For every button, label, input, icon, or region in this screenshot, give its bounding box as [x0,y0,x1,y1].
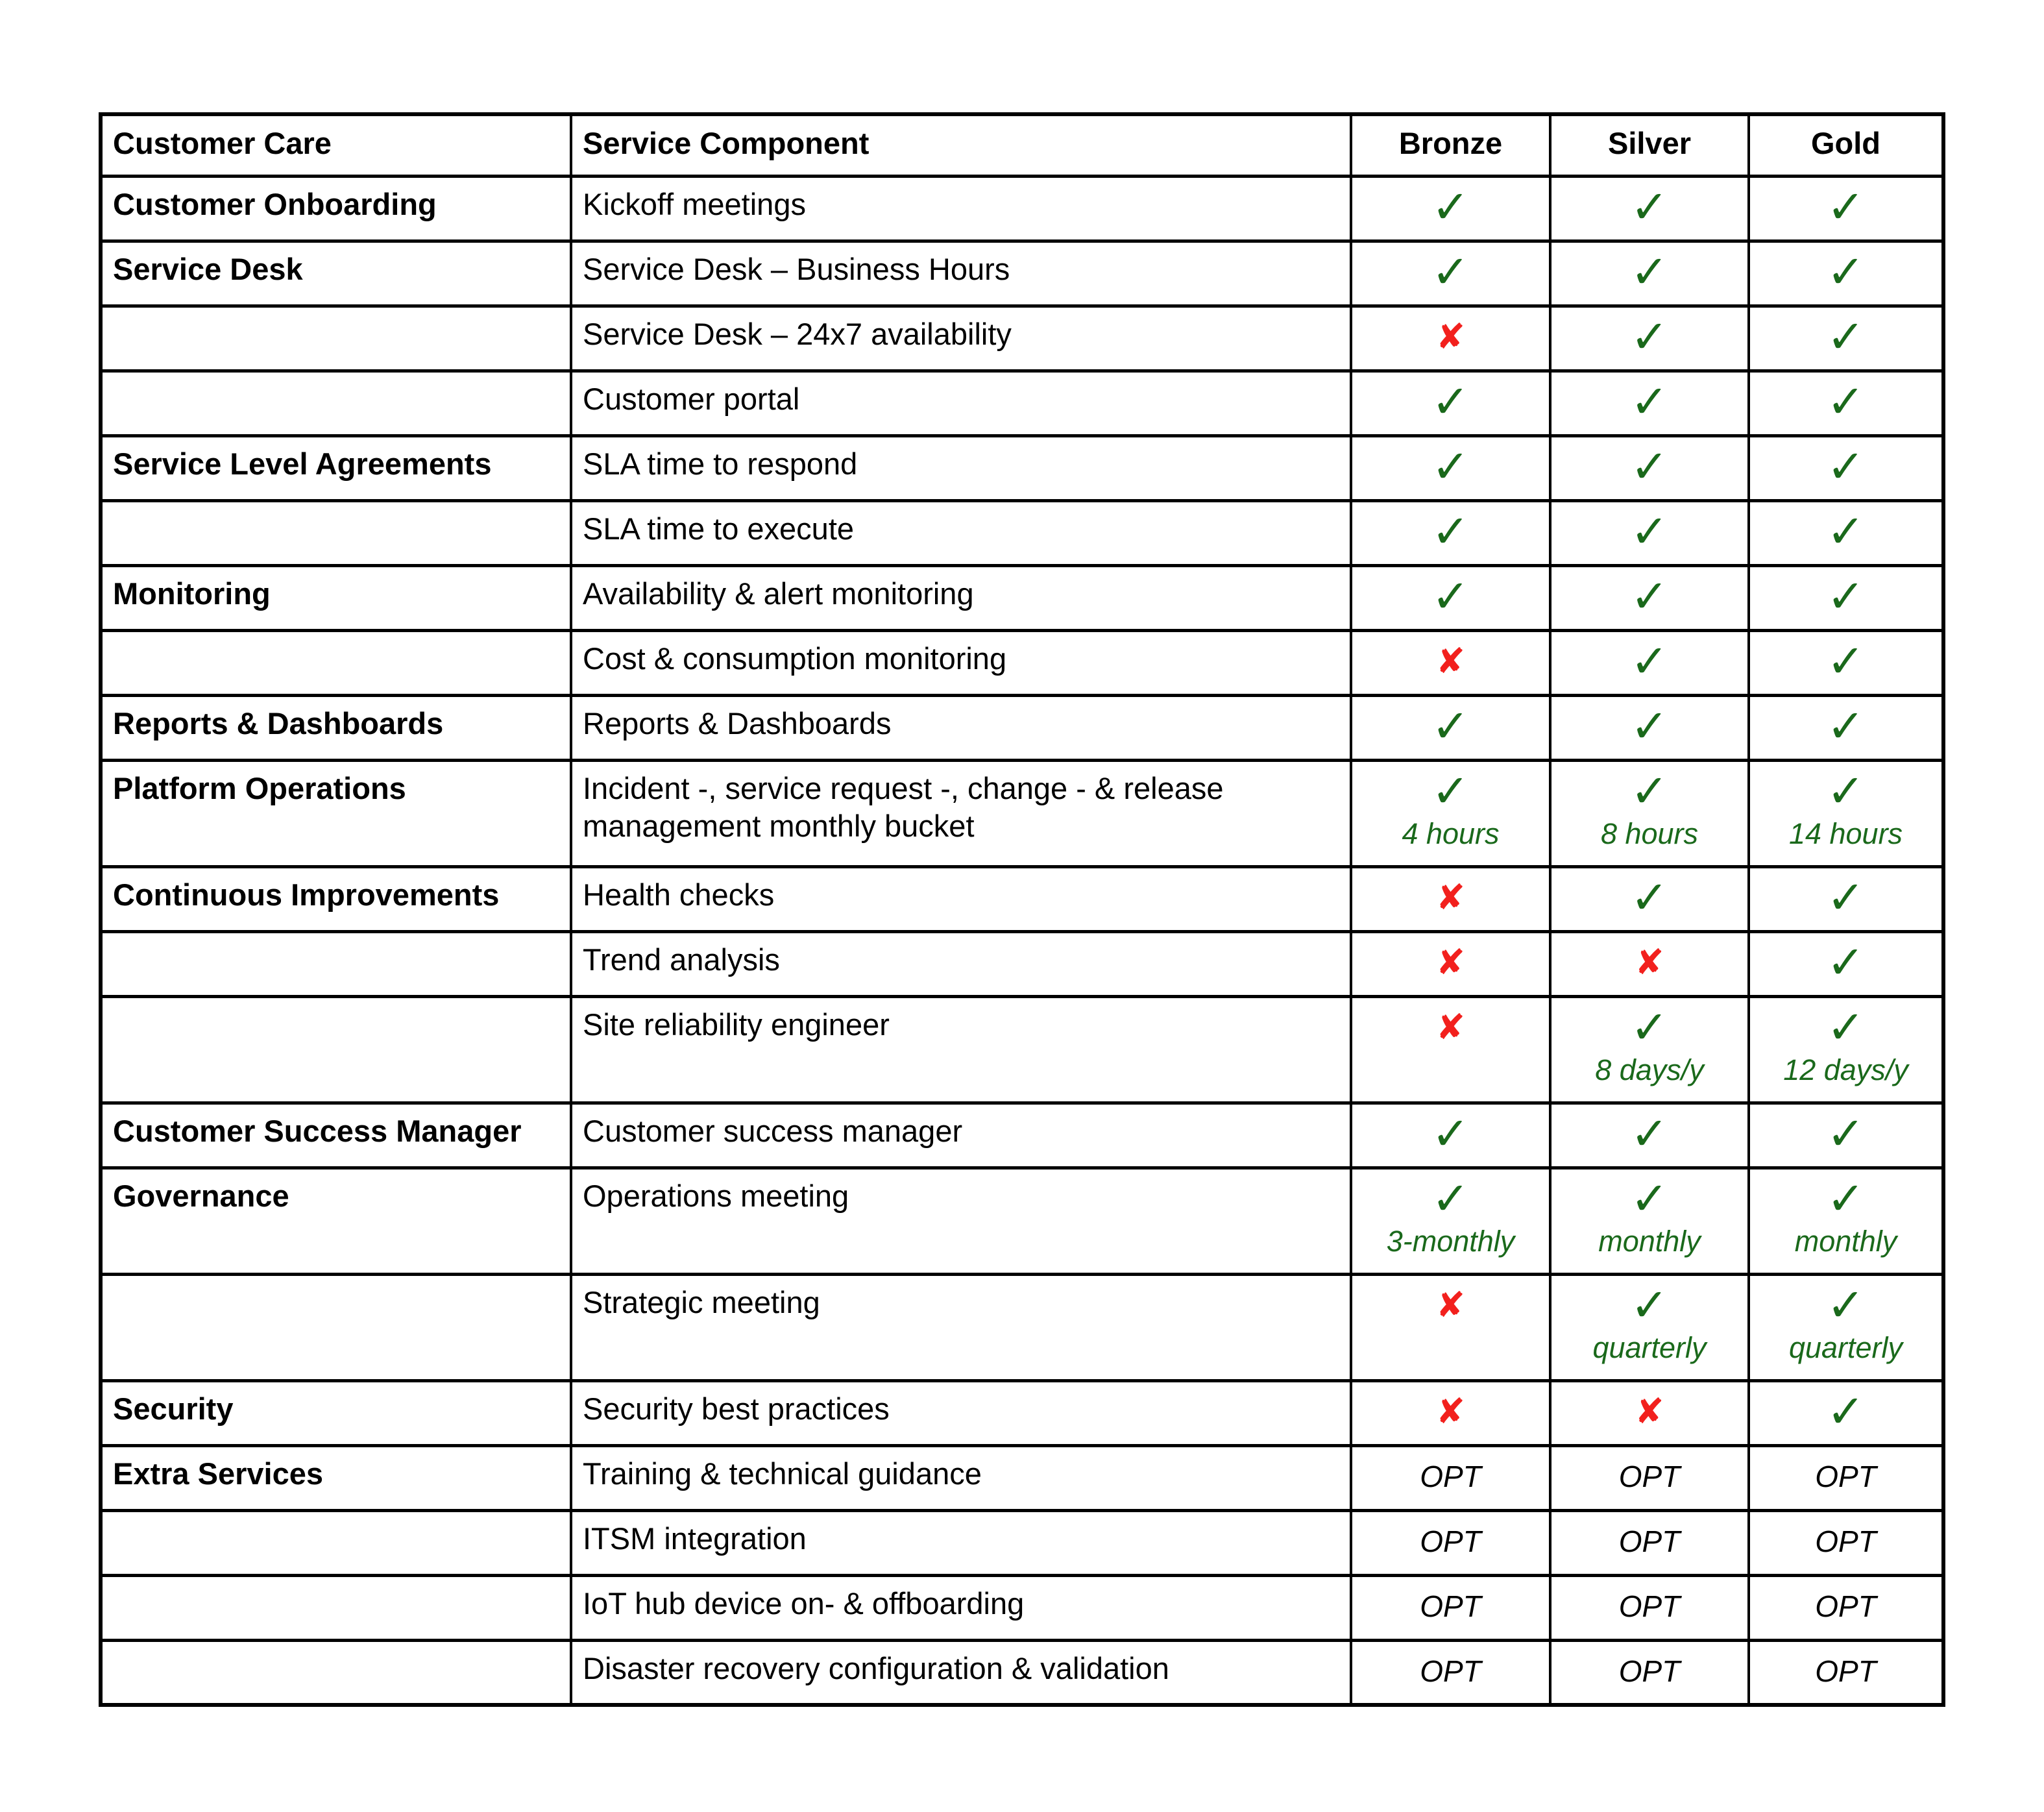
category-cell [101,1510,571,1575]
table-row [101,695,1943,760]
component-cell: Site reliability engineer [571,996,1351,1103]
component-cell: Reports & Dashboards [571,695,1351,760]
tier-cell-gold [1749,866,1943,931]
tier-cell-gold [1749,1274,1943,1380]
tier-cell-gold [1749,1103,1943,1168]
component-cell: Availability & alert monitoring [571,565,1351,630]
tier-cell-silver [1550,1640,1749,1705]
tier-cell-gold [1749,760,1943,866]
check-icon: ✓ [1630,310,1669,363]
check-icon: ✓ [1431,764,1470,818]
table-row [101,565,1943,630]
table-row [101,306,1943,371]
category-cell: Service Desk [101,241,571,306]
tier-note: 8 days/y [1595,1053,1704,1086]
table-row [101,1380,1943,1445]
check-icon: ✓ [1827,1278,1865,1332]
component-cell: SLA time to execute [571,500,1351,565]
check-icon: ✓ [1431,569,1470,623]
tier-cell-silver [1550,241,1749,306]
table-row [101,1510,1943,1575]
opt-label: OPT [1618,1589,1681,1623]
column-header-bronze: Bronze [1351,114,1550,176]
check-icon: ✓ [1630,504,1669,558]
tier-cell-bronze [1351,176,1550,241]
tier-cell-bronze [1351,866,1550,931]
tier-cell-bronze [1351,931,1550,996]
category-cell: Security [101,1380,571,1445]
tier-cell-silver [1550,1380,1749,1445]
check-icon: ✓ [1431,1171,1470,1225]
tier-cell-gold [1749,1380,1943,1445]
tier-note: quarterly [1592,1330,1707,1364]
tier-cell-silver [1550,695,1749,760]
tier-cell-bronze [1351,1274,1550,1380]
check-icon: ✓ [1827,439,1865,493]
table-row [101,1103,1943,1168]
component-cell: Customer success manager [571,1103,1351,1168]
tier-cell-bronze [1351,500,1550,565]
tier-cell-gold [1749,565,1943,630]
opt-label: OPT [1618,1459,1681,1493]
column-header-service-component: Service Component [571,114,1351,176]
table-header [101,114,1943,176]
tier-cell-bronze [1351,1445,1550,1510]
category-cell: Monitoring [101,565,571,630]
component-cell: Disaster recovery configuration & validation [571,1640,1351,1705]
table-row [101,760,1943,866]
check-icon: ✓ [1630,1171,1669,1225]
check-icon: ✓ [1827,180,1865,234]
tier-cell-silver [1550,1168,1749,1274]
tier-cell-silver [1550,931,1749,996]
opt-label: OPT [1815,1459,1877,1493]
check-icon: ✓ [1630,1000,1669,1054]
tier-cell-bronze [1351,1510,1550,1575]
tier-cell-silver [1550,996,1749,1103]
tier-note: quarterly [1788,1330,1903,1364]
tier-cell-silver [1550,1103,1749,1168]
tier-cell-silver [1550,435,1749,500]
tier-cell-silver [1550,1274,1749,1380]
tier-cell-silver [1550,1445,1749,1510]
check-icon: ✓ [1827,1171,1865,1225]
opt-label: OPT [1420,1589,1481,1623]
tier-cell-gold [1749,500,1943,565]
tier-cell-gold [1749,1575,1943,1640]
category-cell: Platform Operations [101,760,571,866]
tier-note: 4 hours [1402,816,1500,850]
tier-cell-gold [1749,241,1943,306]
check-icon: ✓ [1827,699,1865,753]
cross-icon: ✘ [1435,315,1466,357]
table-row [101,931,1943,996]
check-icon: ✓ [1630,699,1669,753]
check-icon: ✓ [1431,439,1470,493]
category-cell [101,1575,571,1640]
cross-icon: ✘ [1635,941,1664,983]
tier-cell-bronze [1351,1575,1550,1640]
opt-label: OPT [1420,1524,1481,1558]
tier-cell-silver [1550,306,1749,371]
check-icon: ✓ [1431,1107,1470,1160]
category-cell: Service Level Agreements [101,435,571,500]
check-icon: ✓ [1630,1107,1669,1160]
tier-cell-gold [1749,435,1943,500]
category-cell [101,1274,571,1380]
check-icon: ✓ [1630,439,1669,493]
category-cell: Customer Onboarding [101,176,571,241]
category-cell [101,500,571,565]
tier-cell-silver [1550,176,1749,241]
table-row [101,176,1943,241]
category-cell [101,931,571,996]
cross-icon: ✘ [1435,1284,1466,1325]
table-body [101,176,1943,1705]
tier-cell-gold [1749,306,1943,371]
table-row [101,241,1943,306]
tier-cell-bronze [1351,1640,1550,1705]
category-cell: Extra Services [101,1445,571,1510]
check-icon: ✓ [1827,870,1865,924]
check-icon: ✓ [1431,374,1470,428]
tier-cell-silver [1550,371,1749,435]
component-cell: Strategic meeting [571,1274,1351,1380]
tier-cell-silver [1550,1575,1749,1640]
tier-cell-bronze [1351,565,1550,630]
tier-cell-gold [1749,371,1943,435]
tier-cell-silver [1550,630,1749,695]
tier-cell-bronze [1351,760,1550,866]
tier-cell-bronze [1351,306,1550,371]
check-icon: ✓ [1630,1278,1669,1332]
component-cell: Incident -, service request -, change - & release management monthly bucket [571,760,1351,866]
component-cell: Cost & consumption monitoring [571,630,1351,695]
tier-cell-silver [1550,1510,1749,1575]
service-tier-table [99,112,1945,1707]
tier-note: 3-monthly [1386,1224,1515,1258]
category-cell [101,996,571,1103]
check-icon: ✓ [1630,870,1669,924]
column-header-silver: Silver [1550,114,1749,176]
check-icon: ✓ [1827,569,1865,623]
check-icon: ✓ [1630,180,1669,234]
check-icon: ✓ [1827,245,1865,299]
opt-label: OPT [1815,1524,1877,1558]
opt-label: OPT [1618,1654,1681,1688]
table-row [101,1575,1943,1640]
component-cell: Operations meeting [571,1168,1351,1274]
table-row [101,630,1943,695]
opt-label: OPT [1618,1524,1681,1558]
component-cell: Trend analysis [571,931,1351,996]
cross-icon: ✘ [1435,876,1466,918]
check-icon: ✓ [1630,245,1669,299]
cross-icon: ✘ [1635,1390,1664,1432]
tier-cell-silver [1550,500,1749,565]
tier-cell-silver [1550,866,1749,931]
tier-cell-bronze [1351,695,1550,760]
category-cell: Reports & Dashboards [101,695,571,760]
component-cell: SLA time to respond [571,435,1351,500]
tier-cell-silver [1550,565,1749,630]
table-row [101,996,1943,1103]
component-cell: IoT hub device on- & offboarding [571,1575,1351,1640]
tier-cell-bronze [1351,996,1550,1103]
column-header-customer-care: Customer Care [101,114,571,176]
check-icon: ✓ [1431,504,1470,558]
component-cell: Service Desk – Business Hours [571,241,1351,306]
table-row [101,1445,1943,1510]
tier-cell-gold [1749,1510,1943,1575]
tier-cell-bronze [1351,371,1550,435]
tier-cell-bronze [1351,435,1550,500]
component-cell: ITSM integration [571,1510,1351,1575]
component-cell: Service Desk – 24x7 availability [571,306,1351,371]
tier-note: 14 hours [1788,816,1903,850]
check-icon: ✓ [1431,180,1470,234]
cross-icon: ✘ [1435,1390,1466,1432]
check-icon: ✓ [1827,1384,1865,1438]
tier-note: 12 days/y [1783,1053,1908,1086]
tier-cell-gold [1749,176,1943,241]
tier-cell-bronze [1351,1380,1550,1445]
category-cell [101,1640,571,1705]
check-icon: ✓ [1630,569,1669,623]
cross-icon: ✘ [1435,941,1466,983]
component-cell: Training & technical guidance [571,1445,1351,1510]
table-row [101,371,1943,435]
category-cell: Customer Success Manager [101,1103,571,1168]
opt-label: OPT [1815,1589,1877,1623]
tier-cell-gold [1749,695,1943,760]
check-icon: ✓ [1630,764,1669,818]
tier-note: monthly [1598,1224,1701,1258]
component-cell: Health checks [571,866,1351,931]
component-cell: Customer portal [571,371,1351,435]
tier-cell-gold [1749,630,1943,695]
category-cell: Governance [101,1168,571,1274]
component-cell: Security best practices [571,1380,1351,1445]
check-icon: ✓ [1827,374,1865,428]
check-icon: ✓ [1827,764,1865,818]
opt-label: OPT [1815,1654,1877,1688]
tier-cell-silver [1550,760,1749,866]
component-cell: Kickoff meetings [571,176,1351,241]
cross-icon: ✘ [1435,1006,1466,1047]
table-row [101,1640,1943,1705]
cross-icon: ✘ [1435,640,1466,681]
category-cell: Continuous Improvements [101,866,571,931]
tier-cell-bronze [1351,630,1550,695]
check-icon: ✓ [1827,1000,1865,1054]
tier-cell-gold [1749,1168,1943,1274]
opt-label: OPT [1420,1654,1481,1688]
check-icon: ✓ [1431,245,1470,299]
check-icon: ✓ [1630,634,1669,688]
tier-cell-gold [1749,996,1943,1103]
check-icon: ✓ [1630,374,1669,428]
header-row [101,114,1943,176]
category-cell [101,306,571,371]
check-icon: ✓ [1827,935,1865,989]
table-row [101,1168,1943,1274]
table-row [101,1274,1943,1380]
tier-cell-gold [1749,1445,1943,1510]
opt-label: OPT [1420,1459,1481,1493]
column-header-gold: Gold [1749,114,1943,176]
table-row [101,435,1943,500]
tier-cell-bronze [1351,241,1550,306]
check-icon: ✓ [1827,504,1865,558]
tier-cell-gold [1749,931,1943,996]
check-icon: ✓ [1827,310,1865,363]
tier-cell-bronze [1351,1168,1550,1274]
table-row [101,866,1943,931]
table-row [101,500,1943,565]
tier-note: monthly [1794,1224,1897,1258]
tier-cell-gold [1749,1640,1943,1705]
check-icon: ✓ [1827,1107,1865,1160]
category-cell [101,630,571,695]
check-icon: ✓ [1827,634,1865,688]
check-icon: ✓ [1431,699,1470,753]
tier-note: 8 hours [1600,816,1699,850]
tier-cell-bronze [1351,1103,1550,1168]
category-cell [101,371,571,435]
